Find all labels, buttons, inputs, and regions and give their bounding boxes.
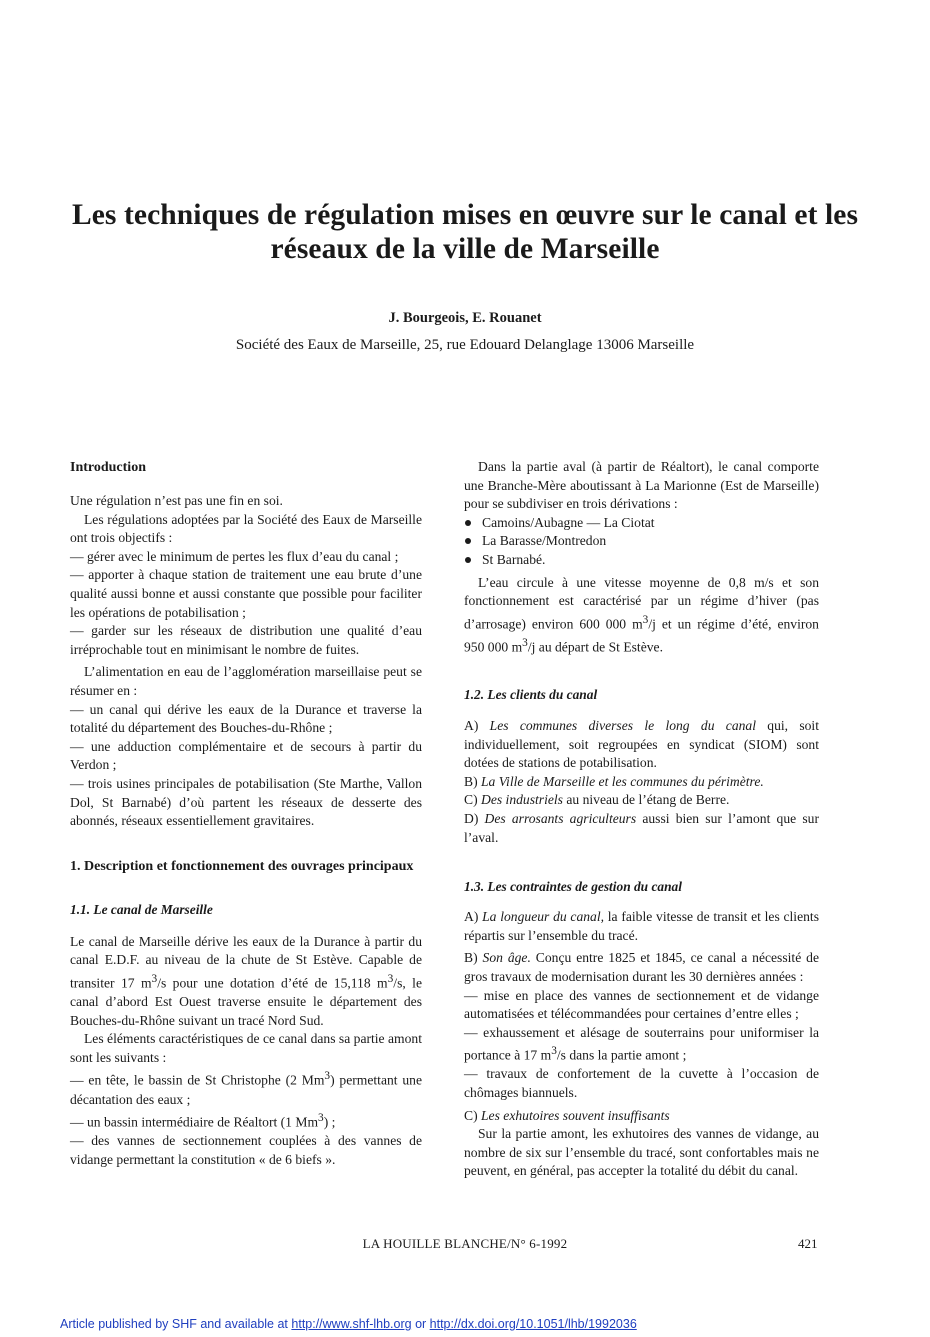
intro-paragraph-3: L’alimentation en eau de l’agglomération marseillaise peut se résumer en : <box>70 664 422 698</box>
right-column <box>464 458 819 1181</box>
clients-item-a: A) Les communes diverses le long du canal qui, soit individuellement, soit regroupées en syndicat (SIOM) sont dotées de stations de potabilisation. <box>464 718 819 771</box>
intro-dash-4: — un canal qui dérive les eaux de la Durance et traverse la totalité du département des Bouches-du-Rhône ; <box>70 701 422 736</box>
section-1-heading: 1. Description et fonctionnement des ouvrages principaux <box>70 858 414 874</box>
constraints-item-c-paragraph: Sur la partie amont, les exhutoires des vannes de vidange, au nombre de six sur l’ensemble du tracé, sont confortables mais ne peuvent, en général, pas accepter la totalité du débit du canal. <box>464 1126 819 1179</box>
list-item: La Barasse/Montredon <box>464 532 819 551</box>
bullet-icon <box>465 557 471 563</box>
shf-link[interactable]: http://www.shf-lhb.org <box>291 1317 412 1331</box>
derivations-list <box>464 514 819 570</box>
clients-item-b: B) La Ville de Marseille et les communes du périmètre. <box>464 773 764 789</box>
page-number: 421 <box>798 1236 818 1251</box>
intro-paragraph-2: Les régulations adoptées par la Société des Eaux de Marseille ont trois objectifs : <box>70 511 422 546</box>
aval-paragraph: Dans la partie aval (à partir de Réaltort), le canal comporte une Branche-Mère aboutissant à La Marionne (Est de Marseille) pour se subdiviser en trois dérivations : <box>464 459 819 512</box>
intro-paragraph-1: Une régulation n’est pas une fin en soi. <box>70 493 283 508</box>
clients-item-c: C) Des industriels au niveau de l’étang de Berre. <box>464 792 730 808</box>
section-1-1-paragraph-2: Les éléments caractéristiques de ce canal dans sa partie amont sont les suivants : <box>70 1031 422 1065</box>
introduction-heading: Introduction <box>70 460 146 475</box>
intro-dash-5: — une adduction complémentaire et de secours à partir du Verdon ; <box>70 738 422 773</box>
constraints-item-a: A) La longueur du canal, la faible vitesse de transit et les clients répartis sur l’ensemble du tracé. <box>464 909 819 943</box>
doi-link[interactable]: http://dx.doi.org/10.1051/lhb/1992036 <box>429 1317 637 1331</box>
intro-dash-1: — gérer avec le minimum de pertes les flux d’eau du canal ; <box>70 548 399 564</box>
bullet-icon <box>465 520 471 526</box>
bullet-icon <box>465 538 471 544</box>
intro-dash-3: — garder sur les réseaux de distribution une qualité d’eau irréprochable tout en minimisant le nombre de fuites. <box>70 623 422 657</box>
section-1-2-heading: 1.2. Les clients du canal <box>464 687 598 702</box>
constraints-item-c: C) Les exhutoires souvent insuffisants <box>464 1107 670 1123</box>
constraints-item-b: B) Son âge. Conçu entre 1825 et 1845, ce canal a nécessité de gros travaux de modernisation durant les 30 dernières années : <box>464 950 819 984</box>
left-column <box>70 458 422 1169</box>
list-item: St Barnabé. <box>464 551 819 570</box>
constraints-dash-3: — travaux de confortement de la cuvette à l’occasion de chômages biannuels. <box>464 1066 819 1101</box>
flow-paragraph: L’eau circule à une vitesse moyenne de 0,8 m/s et son fonctionnement est caractérisé par un régime d’hiver (pas d’arrosage) environ 600 000 $m^3/j$ et un régime d’été, environ 950 000 $m^3/j$ au départ de St Estève. <box>464 574 819 655</box>
intro-dash-6: — trois usines principales de potabilisation (Ste Marthe, Vallon Dol, St Barnabé) d’où partent les réseaux de desserte des abonnés, réseaux essentiellement gravitaires. <box>70 775 422 829</box>
section-1-1-heading: 1.1. Le canal de Marseille <box>70 901 213 917</box>
clients-item-d: D) Des arrosants agriculteurs aussi bien sur l’amont que sur l’aval. <box>464 810 819 845</box>
section-1-1-dash-2: — un bassin intermédiaire de Réaltort (1 Mm$^3$) ; <box>70 1112 336 1130</box>
constraints-dash-2: — exhaussement et alésage de souterrains pour uniformiser la portance à 17 $m^3/s$ dans la partie amont ; <box>464 1024 819 1063</box>
intro-dash-2: — apporter à chaque station de traitement une eau brute d’une qualité aussi bonne et aussi constante que possible pour faciliter les opérations de potabilisation ; <box>70 567 422 620</box>
journal-footer: LA HOUILLE BLANCHE/N° 6-1992 <box>362 1236 568 1251</box>
list-item: Camoins/Aubagne — La Ciotat <box>464 514 819 533</box>
article-title: Les techniques de régulation mises en œuvre sur le canal et les réseaux de la ville de Marseille <box>71 199 859 265</box>
section-1-1-dash-1: — en tête, le bassin de St Christophe (2 Mm$^3$) permettant une décantation des eaux ; <box>70 1070 422 1107</box>
section-1-1-paragraph-1: Le canal de Marseille dérive les eaux de la Durance à partir du canal E.D.F. au niveau de la chute de St Estève. Capable de transiter 17 $m^3/s$ pour une dotation d’été de 15,118 $m^3/s$, le canal d’abord Est Ouest traverse ensuite le département des Bouches-du-Rhône suivant un tracé Nord Sud. <box>70 933 422 1028</box>
constraints-dash-1: — mise en place des vannes de sectionnement et de vidange automatisées et télécommandées pour certaines d’entre elles ; <box>464 987 819 1022</box>
section-1-1-dash-3: — des vannes de sectionnement couplées à des vannes de vidange permettant la constitution « de 6 biefs ». <box>70 1133 422 1167</box>
section-1-3-heading: 1.3. Les contraintes de gestion du canal <box>464 879 682 895</box>
affiliation: Société des Eaux de Marseille, 25, rue Edouard Delanglage 13006 Marseille <box>235 337 695 353</box>
authors: J. Bourgeois, E. Rouanet <box>388 310 542 326</box>
publication-notice: Article published by SHF and available at http://www.shf-lhb.org or http://dx.doi.org/10.1051/lhb/1992036 <box>60 1317 637 1331</box>
